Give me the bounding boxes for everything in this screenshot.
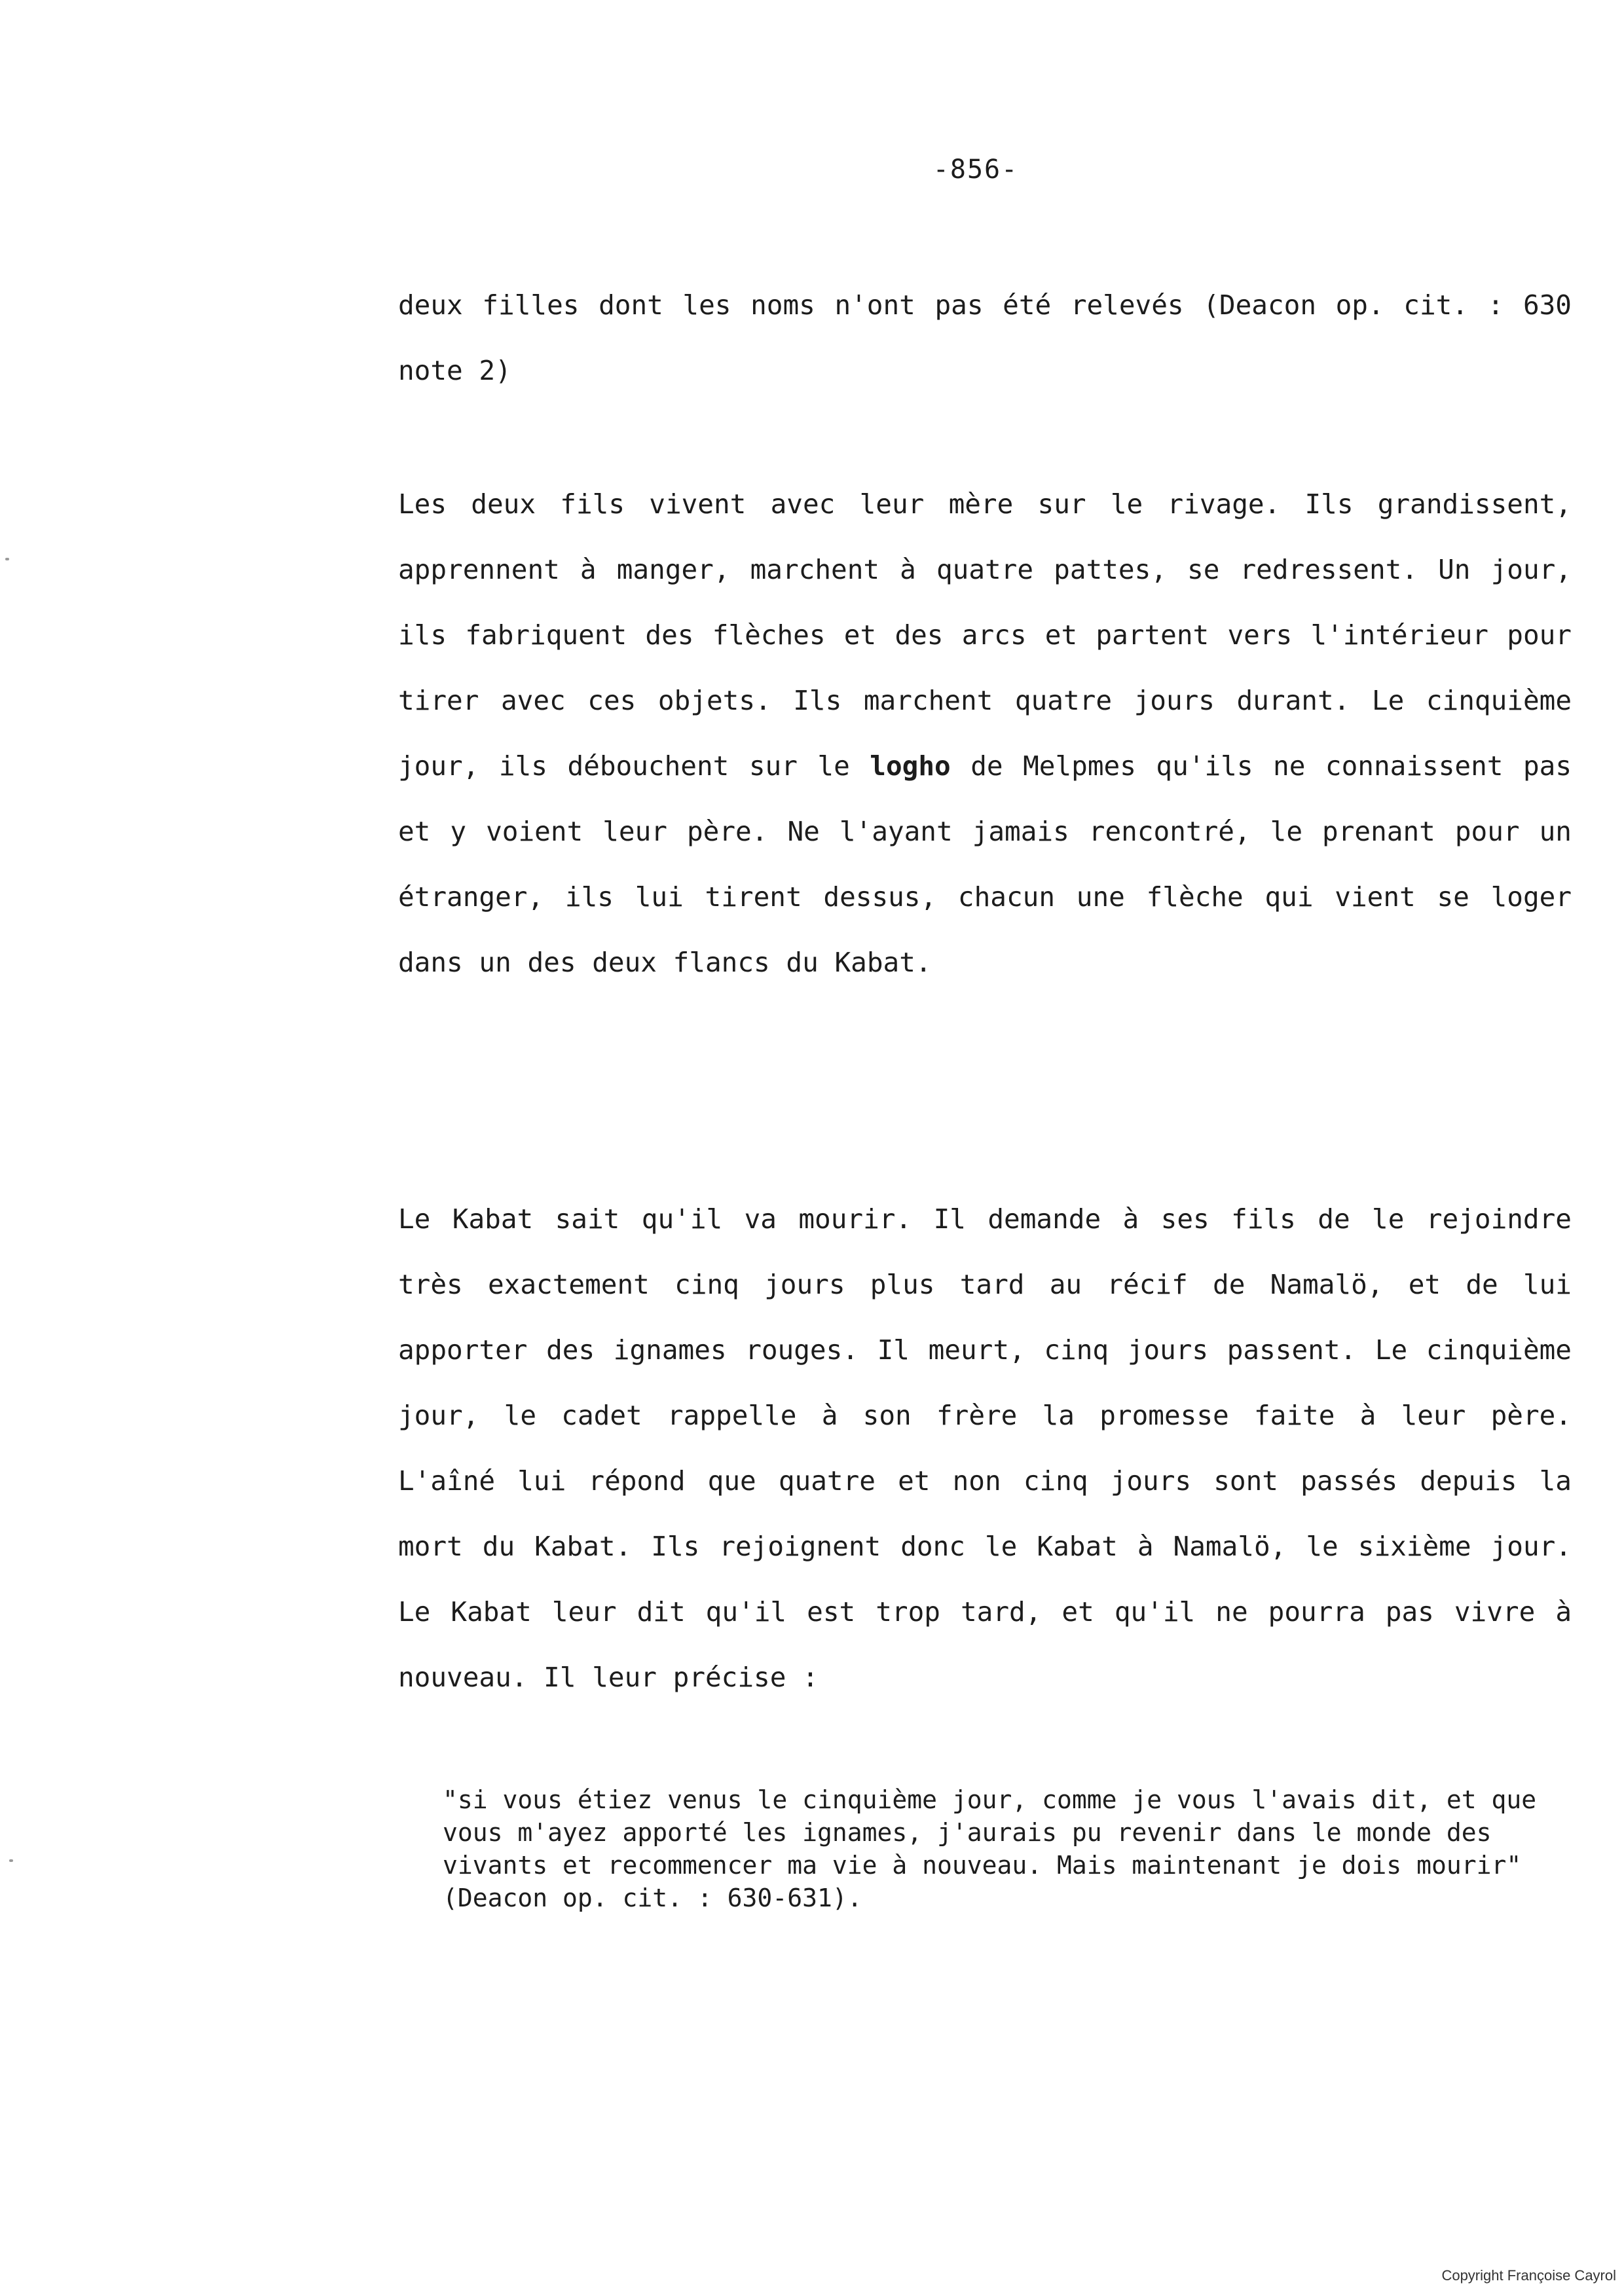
paragraph-continuation	[398, 272, 1572, 403]
page-number: -856-	[932, 155, 1019, 185]
paragraph-text-end: de Melpmes qu'ils ne connaissent pas et y voient leur père. Ne l'ayant jamais rencontré, le prenant pour un étranger, ils lui tirent dessus, chacun une flèche qui vient se loger dans un des deux flancs du Kabat.	[398, 750, 1572, 978]
copyright-notice: Copyright Françoise Cayrol	[1441, 2267, 1616, 2284]
scan-speck	[9, 1859, 13, 1862]
paragraph-kabat-death	[398, 1186, 1572, 1710]
paragraph-sons-journey	[398, 471, 1572, 995]
paragraph-text: deux filles dont les noms n'ont pas été relevés (Deacon op. cit. : 630 note 2)	[398, 289, 1572, 386]
block-quote: "si vous étiez venus le cinquième jour, comme je vous l'avais dit, et que vous m'ayez apporté les ignames, j'aurais pu revenir dans le monde des vivants et recommencer ma vie à nouveau. Mais maintenant je dois mourir" (Deacon op. cit. : 630-631).	[443, 1785, 1537, 1912]
term-logho: logho	[870, 750, 951, 782]
paragraph-text: Le Kabat sait qu'il va mourir. Il demande à ses fils de le rejoindre très exactement cinq jours plus tard au récif de Namalö, et de lui apporter des ignames rouges. Il meurt, cinq jours passent. Le cinquième jour, le cadet rappelle à son frère la promesse faite à leur père. L'aîné lui répond que quatre et non cinq jours sont passés depuis la mort du Kabat. Ils rejoignent donc le Kabat à Namalö, le sixième jour. Le Kabat leur dit qu'il est trop tard, et qu'il ne pourra pas vivre à nouveau. Il leur précise :	[398, 1203, 1572, 1693]
paragraph-text-start: Les deux fils vivent avec leur mère sur le rivage. Ils grandissent, apprennent à manger, marchent à quatre pattes, se redressent. Un jour, ils fabriquent des flèches et des arcs et partent vers l'intérieur pour tirer avec ces objets. Ils marchent quatre jours durant. Le cinquième jour, ils débouchent sur le	[398, 488, 1572, 782]
scan-speck	[5, 558, 9, 560]
